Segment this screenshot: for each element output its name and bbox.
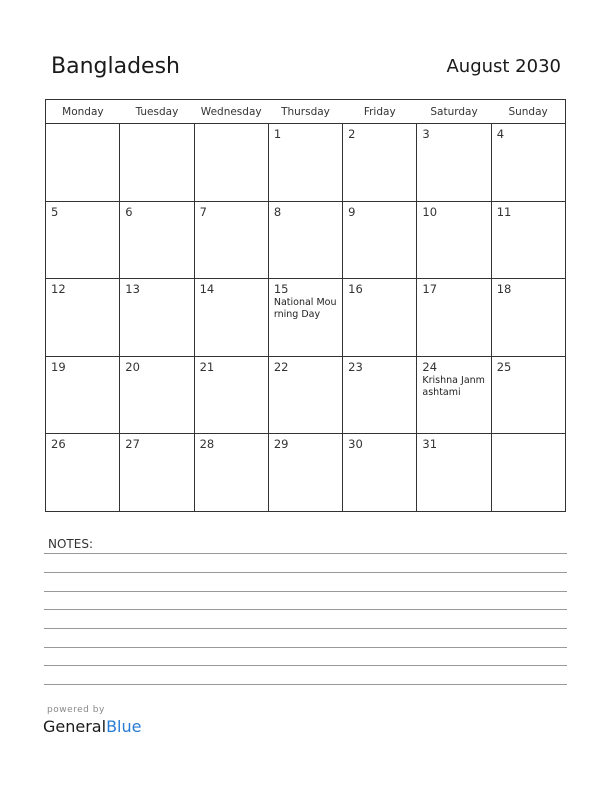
day-cell xyxy=(417,434,491,512)
day-number: 23 xyxy=(348,359,363,374)
weekday-friday: Friday xyxy=(343,100,417,124)
calendar-body xyxy=(46,124,566,512)
notes-label: NOTES: xyxy=(48,537,93,551)
brand-general: General xyxy=(43,717,107,736)
day-cell xyxy=(491,124,565,202)
day-number: 12 xyxy=(51,282,66,297)
day-number: 28 xyxy=(199,437,215,452)
day-number: 11 xyxy=(496,204,512,219)
day-number: 4 xyxy=(496,127,505,141)
day-number: 27 xyxy=(125,437,140,452)
day-cell xyxy=(491,279,565,357)
day-cell xyxy=(417,356,491,434)
weekday-monday: Monday xyxy=(46,100,120,124)
day-cell xyxy=(194,279,268,357)
brand-blue: Blue xyxy=(106,717,142,736)
day-cell xyxy=(268,356,342,434)
day-number: 22 xyxy=(273,359,289,374)
day-cell xyxy=(120,356,194,434)
day-number: 31 xyxy=(422,437,438,452)
note-line xyxy=(44,591,567,592)
day-cell xyxy=(491,434,565,512)
day-cell xyxy=(194,124,268,202)
week-row xyxy=(46,124,566,202)
note-line xyxy=(44,684,567,685)
day-cell xyxy=(120,124,194,202)
weekday-thursday: Thursday xyxy=(268,100,342,124)
week-row xyxy=(46,356,566,434)
note-line xyxy=(44,628,567,629)
day-cell xyxy=(491,356,565,434)
day-cell xyxy=(268,279,342,357)
day-number: 13 xyxy=(125,282,140,297)
day-cell xyxy=(120,279,194,357)
day-number: 9 xyxy=(348,204,356,219)
week-row xyxy=(46,279,566,357)
weekday-header-row xyxy=(46,100,566,124)
day-number: 20 xyxy=(125,359,140,374)
note-line xyxy=(44,572,567,573)
day-cell xyxy=(46,201,120,279)
day-cell xyxy=(194,434,268,512)
day-cell xyxy=(268,124,342,202)
day-cell xyxy=(120,434,194,512)
note-line xyxy=(44,647,567,648)
day-number: 8 xyxy=(273,204,282,219)
day-cell xyxy=(46,356,120,434)
holiday-label: Krishna Janmashtami xyxy=(422,374,485,398)
day-number: 16 xyxy=(348,282,363,297)
day-number: 18 xyxy=(496,282,512,297)
note-line xyxy=(44,609,567,610)
day-number: 19 xyxy=(51,359,66,374)
weekday-saturday: Saturday xyxy=(417,100,491,124)
day-cell xyxy=(343,434,417,512)
country-title: Bangladesh xyxy=(51,54,180,79)
day-cell xyxy=(343,356,417,434)
powered-by-text: powered by xyxy=(47,705,105,715)
brand-logo xyxy=(43,717,141,736)
day-cell xyxy=(268,201,342,279)
note-line xyxy=(44,553,567,554)
weekday-wednesday: Wednesday xyxy=(194,100,268,124)
day-cell xyxy=(491,201,565,279)
day-cell xyxy=(343,201,417,279)
day-number: 14 xyxy=(199,282,215,297)
day-number: 5 xyxy=(51,204,59,219)
calendar-grid xyxy=(45,99,566,512)
day-number: 26 xyxy=(51,437,66,452)
day-number: 6 xyxy=(125,204,133,219)
holiday-label: National Mourning Day xyxy=(273,297,337,321)
day-number: 30 xyxy=(348,437,363,452)
day-number: 21 xyxy=(199,359,215,374)
day-number: 1 xyxy=(273,127,282,141)
day-cell xyxy=(46,279,120,357)
day-number: 17 xyxy=(422,282,438,297)
note-line xyxy=(44,665,567,666)
day-number: 7 xyxy=(199,204,207,219)
day-number: 24 xyxy=(422,359,438,374)
day-number: 3 xyxy=(422,127,430,141)
day-cell xyxy=(46,434,120,512)
day-cell xyxy=(343,279,417,357)
day-number: 25 xyxy=(496,359,512,374)
day-cell xyxy=(194,356,268,434)
weekday-tuesday: Tuesday xyxy=(120,100,194,124)
week-row xyxy=(46,201,566,279)
day-cell xyxy=(46,124,120,202)
weekday-sunday: Sunday xyxy=(491,100,565,124)
month-title: August 2030 xyxy=(446,56,561,77)
day-cell xyxy=(343,124,417,202)
day-cell xyxy=(417,124,491,202)
day-cell xyxy=(120,201,194,279)
day-cell xyxy=(194,201,268,279)
day-number: 29 xyxy=(273,437,289,452)
week-row xyxy=(46,434,566,512)
day-cell xyxy=(417,201,491,279)
day-number: 15 xyxy=(273,282,289,297)
day-cell xyxy=(268,434,342,512)
day-number: 10 xyxy=(422,204,438,219)
day-cell xyxy=(417,279,491,357)
day-number: 2 xyxy=(348,127,356,141)
